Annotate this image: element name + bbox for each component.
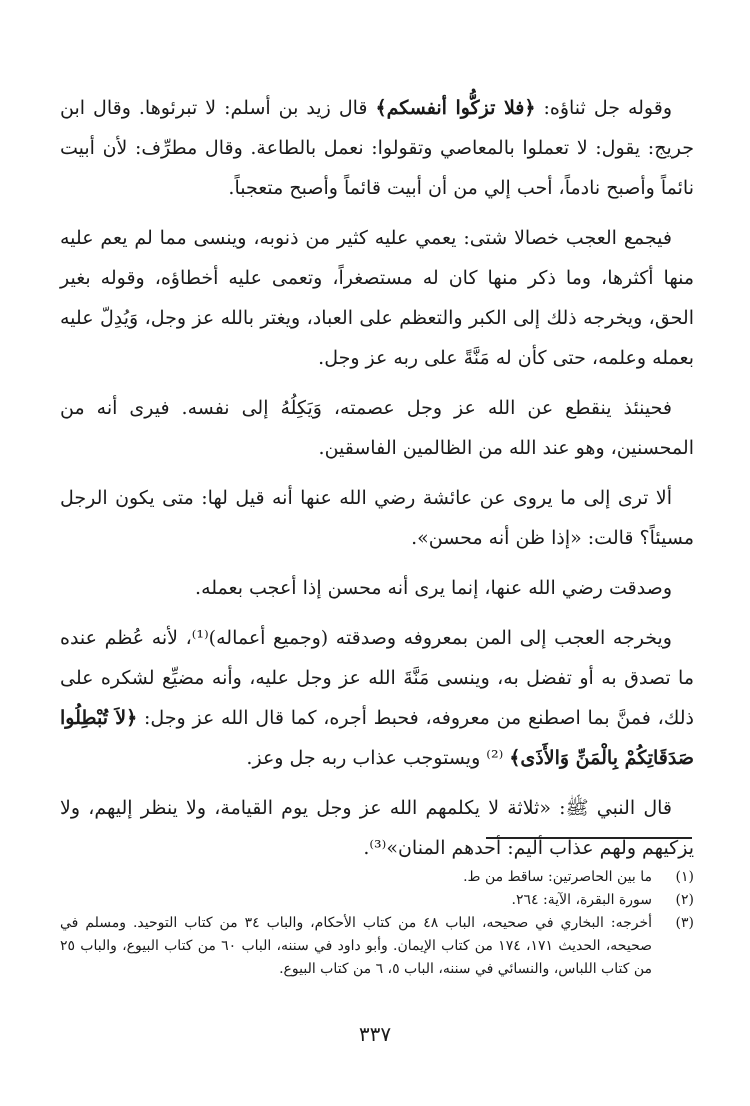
paragraph-3: فحينئذ ينقطع عن الله عز وجل عصمته، وَيَكِلُهُ إلى نفسه. فيرى أنه من المحسنين، وهو عند الله من الظالمين الفاسقين. [60, 397, 694, 459]
paragraph-7: قال النبي ﷺ: «ثلاثة لا يكلمهم الله عز وجل يوم القيامة، ولا ينظر إليهم، ولا يزكيهم ولهم عذاب أليم: أحدهم المنان»⁽³⁾. [60, 797, 694, 859]
footnote-number: (٢) [675, 892, 694, 908]
footnote-text: سورة البقرة، الآية: ٢٦٤. [511, 892, 652, 908]
footnote-number: (١) [675, 869, 694, 885]
footnotes [60, 866, 694, 981]
text-run: قال زيد بن أسلم: لا تبرئوها. وقال ابن جريج: يقول: لا تعملوا بالمعاصي وتقولوا: نعمل بالطاعة. وقال مطرِّف: لأن أبيت نائماً وأصبح نادماً، أحب إلي من أن أبيت قائماً وأصبح متعجباً. [60, 97, 694, 199]
quran-verse: ﴿لاَ تُبْطِلُوا صَدَقَاتِكُمْ بِالْمَنِّ وَالأَذَى﴾ [60, 707, 694, 769]
text-run: وقوله جل ثناؤه: [535, 97, 672, 119]
main-text [60, 88, 694, 878]
footnote-2 [60, 889, 694, 912]
footnote-number: (٣) [675, 915, 694, 931]
text-run: ويخرجه العجب إلى المن بمعروفه وصدقته (وجميع أعماله)⁽¹⁾، لأنه عُظم عنده ما تصدق به أو تفضل به، وينسى مَنَّةَ الله عز وجل عليه، وأنه مضيِّع لشكره على ذلك، فمنَّ بما اصطنع من معروفه، فحبط أجره، كما قال الله عز وجل: [60, 627, 695, 729]
paragraph-6 [60, 618, 694, 778]
footnote-1 [60, 866, 694, 889]
paragraph-1 [60, 88, 694, 208]
page-number: ٣٣٧ [358, 1022, 392, 1046]
footnote-3 [60, 912, 694, 981]
paragraph-2: فيجمع العجب خصالا شتى: يعمي عليه كثير من ذنوبه، وينسى مما لم يعم عليه منها أكثرها، وما ذكر منها كان له مستصغراً، وتعمى عليه أخطاؤه، وقوله بغير الحق، ويخرجه ذلك إلى الكبر والتعظم على العباد، ويغتر بالله عز وجل، وَيُدِلّ عليه بعمله وعلمه، حتى كأن له مَنَّةً على ربه عز وجل. [60, 227, 694, 369]
footnote-divider [486, 837, 692, 839]
footnote-text: ما بين الحاصرتين: ساقط من ط. [463, 869, 652, 885]
footnote-text: أخرجه: البخاري في صحيحه، الباب ٤٨ من كتاب الأحكام، والباب ٣٤ من كتاب التوحيد. ومسلم في صحيحه، الحديث ١٧١، ١٧٤ من كتاب الإيمان. وأبو داود في سننه، الباب ٦٠ من كتاب البيوع، والباب ٢٥ من كتاب اللباس، والنسائي في سننه، الباب ٥، ٦ من كتاب البيوع. [60, 915, 652, 977]
text-run: ⁽²⁾ ويستوجب عذاب ربه جل وعز. [246, 747, 510, 769]
quran-verse: ﴿فلا تزكُّوا أنفسكم﴾ [375, 97, 536, 119]
paragraph-5: وصدقت رضي الله عنها، إنما يرى أنه محسن إذا أعجب بعمله. [195, 577, 672, 599]
paragraph-4: ألا ترى إلى ما يروى عن عائشة رضي الله عنها أنه قيل لها: متى يكون الرجل مسيئاً؟ قالت: «إذا ظن أنه محسن». [60, 487, 694, 549]
